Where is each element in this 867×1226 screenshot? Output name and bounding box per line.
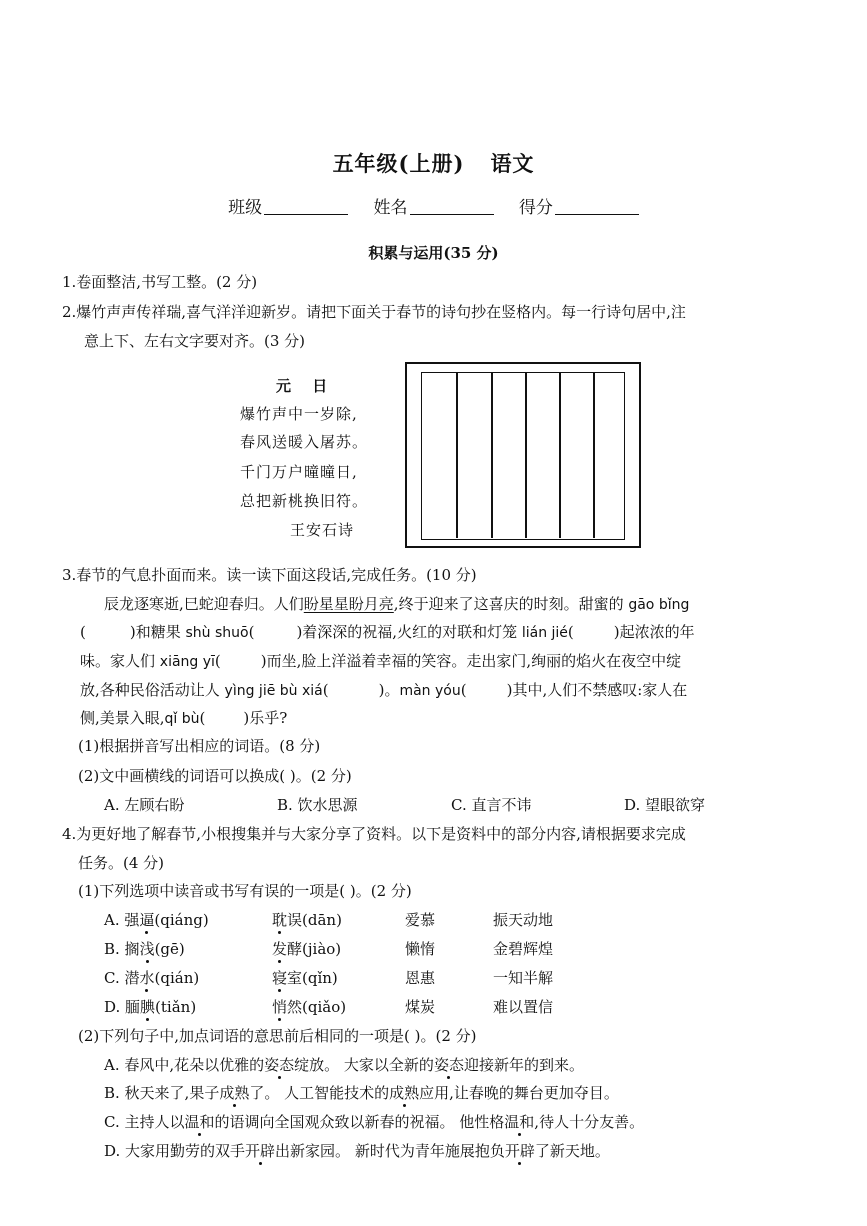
bracket: ( bbox=[199, 709, 206, 727]
class-field bbox=[228, 193, 348, 218]
sentence-text: A. 春风中,花朵以优雅的 bbox=[104, 1056, 265, 1074]
dotted-word: 成熟 bbox=[219, 1084, 250, 1102]
q3-passage-line-1 bbox=[104, 594, 689, 615]
q4-row-d[interactable] bbox=[104, 997, 196, 1017]
subject-title: 语文 bbox=[490, 151, 535, 176]
class-label: 班级 bbox=[228, 198, 263, 218]
score-field bbox=[519, 193, 639, 218]
sentence-text: 了新天地。 bbox=[534, 1142, 610, 1160]
word: C. 潜 bbox=[104, 969, 140, 987]
dotted-char: 悄 bbox=[272, 998, 288, 1016]
dotted-word: 姿态 bbox=[264, 1056, 295, 1074]
passage-text: )和糖果 bbox=[129, 623, 186, 641]
sentence-text: D. 大家用勤劳的双手 bbox=[104, 1142, 246, 1160]
pinyin: qǐ bù bbox=[164, 711, 200, 727]
word: 然(qiǎo) bbox=[287, 998, 347, 1016]
q4-row-a-word-4: 振天动地 bbox=[493, 911, 554, 929]
dotted-char: 水 bbox=[139, 969, 155, 987]
passage-text: ,终于迎来了这喜庆的时刻。甜蜜的 bbox=[393, 595, 629, 613]
dotted-char: 发 bbox=[272, 940, 288, 958]
dotted-word: 温和 bbox=[504, 1113, 535, 1131]
underlined-phrase: 盼星星盼月亮 bbox=[303, 595, 394, 613]
word: D. 腼 bbox=[104, 998, 141, 1016]
pinyin: màn yóu bbox=[399, 683, 461, 699]
pinyin: (qiáng) bbox=[154, 911, 209, 929]
dotted-char: 寝 bbox=[272, 969, 288, 987]
q4-option-d[interactable] bbox=[104, 1141, 610, 1161]
q4-row-d-word-3: 煤炭 bbox=[405, 998, 436, 1016]
poem-line-4: 总把新桃换旧符。 bbox=[240, 492, 369, 510]
question-2-line-1: 2.爆竹声声传祥瑞,喜气洋洋迎新岁。请把下面关于春节的诗句抄在竖格内。每一行诗句居中,注 bbox=[62, 303, 686, 321]
q3-passage-line-4 bbox=[80, 680, 687, 701]
writing-grid[interactable] bbox=[405, 362, 641, 548]
bracket: ( bbox=[214, 652, 221, 670]
q3-option-c[interactable]: C. 直言不讳 bbox=[451, 796, 532, 814]
q3-option-a[interactable]: A. 左顾右盼 bbox=[104, 796, 185, 814]
grid-divider bbox=[525, 372, 527, 538]
dotted-char: 腆 bbox=[140, 998, 156, 1016]
grade-title: 五年级(上册) bbox=[332, 151, 465, 176]
question-1: 1.卷面整洁,书写工整。(2 分) bbox=[62, 273, 258, 291]
q4-sub-1[interactable]: (1)下列选项中读音或书写有误的一项是( )。(2 分) bbox=[78, 882, 412, 900]
pinyin: shù shuō bbox=[185, 625, 249, 641]
name-blank[interactable] bbox=[410, 214, 494, 215]
q3-sub-2[interactable]: (2)文中画横线的词语可以换成( )。(2 分) bbox=[78, 767, 352, 785]
poem-line-2: 春风送暖入屠苏。 bbox=[240, 433, 369, 451]
passage-text: )而坐,脸上洋溢着幸福的笑容。走出家门,绚丽的焰火在夜空中绽 bbox=[260, 652, 682, 670]
question-3-stem: 3.春节的气息扑面而来。读一读下面这段话,完成任务。(10 分) bbox=[62, 566, 477, 584]
q3-passage-line-5 bbox=[80, 708, 287, 729]
q4-row-a-word-2 bbox=[272, 910, 342, 930]
pinyin: lián jié bbox=[521, 625, 568, 641]
poem-title: 元 日 bbox=[276, 377, 336, 395]
passage-text: 辰龙逐寒逝,巳蛇迎春归。人们 bbox=[104, 595, 304, 613]
q4-row-b[interactable] bbox=[104, 939, 185, 959]
q3-sub-1: (1)根据拼音写出相应的词语。(8 分) bbox=[78, 737, 321, 755]
q4-row-a-word-3: 爱慕 bbox=[405, 911, 436, 929]
passage-text: )乐乎? bbox=[243, 709, 288, 727]
score-label: 得分 bbox=[518, 198, 553, 218]
pinyin: xiāng yī bbox=[159, 654, 215, 670]
q4-row-c-word-3: 恩惠 bbox=[405, 969, 436, 987]
q3-passage-line-2 bbox=[80, 622, 695, 643]
poem-author: 王安石诗 bbox=[290, 521, 355, 539]
q4-option-a[interactable] bbox=[104, 1055, 584, 1075]
poem-line-3: 千门万户曈曈日, bbox=[240, 463, 358, 481]
passage-text: 味。家人们 bbox=[80, 652, 160, 670]
bracket: ( bbox=[460, 681, 467, 699]
grid-divider bbox=[491, 372, 493, 538]
q4-option-b[interactable] bbox=[104, 1083, 619, 1103]
class-blank[interactable] bbox=[264, 214, 348, 215]
pinyin: (tiǎn) bbox=[155, 998, 197, 1016]
sentence-text: B. 秋天来了,果子 bbox=[104, 1084, 220, 1102]
grid-divider bbox=[456, 372, 458, 538]
question-4-line-2: 任务。(4 分) bbox=[78, 854, 165, 872]
q4-row-c-word-2 bbox=[272, 968, 338, 988]
name-field bbox=[374, 193, 494, 218]
dotted-word: 姿态 bbox=[433, 1056, 464, 1074]
poem-line-1: 爆竹声中一岁除, bbox=[240, 405, 358, 423]
word: 误(dān) bbox=[287, 911, 342, 929]
pinyin: (qián) bbox=[154, 969, 200, 987]
grid-divider bbox=[559, 372, 561, 538]
grid-divider bbox=[593, 372, 595, 538]
sentence-text: 应用,让春晚的舞台更加夺目。 bbox=[419, 1084, 619, 1102]
dotted-word: 开辟 bbox=[504, 1142, 535, 1160]
name-label: 姓名 bbox=[373, 198, 408, 218]
q4-row-c-word-4: 一知半解 bbox=[493, 969, 554, 987]
q3-option-b[interactable]: B. 饮水思源 bbox=[277, 796, 358, 814]
sentence-text: C. 主持人以 bbox=[104, 1113, 185, 1131]
dotted-word: 开辟 bbox=[245, 1142, 276, 1160]
sentence-text: ,待人十分友善。 bbox=[534, 1113, 645, 1131]
section-title: 积累与运用(35 分) bbox=[368, 244, 499, 262]
question-2-line-2: 意上下、左右文字要对齐。(3 分) bbox=[84, 332, 306, 350]
passage-text: )其中,人们不禁感叹:家人在 bbox=[506, 681, 688, 699]
passage-text: )起浓浓的年 bbox=[613, 623, 695, 641]
q4-option-c[interactable] bbox=[104, 1112, 644, 1132]
sentence-text: 绽放。 大家以全新的 bbox=[294, 1056, 434, 1074]
sentence-text: 迎接新年的到来。 bbox=[463, 1056, 584, 1074]
dotted-char: 浅 bbox=[139, 940, 155, 958]
passage-text: )。 bbox=[378, 681, 400, 699]
dotted-word: 成熟 bbox=[389, 1084, 420, 1102]
dotted-word: 温和 bbox=[184, 1113, 215, 1131]
sentence-text: 的语调向全国观众致以新春的祝福。 他性格 bbox=[214, 1113, 505, 1131]
student-info bbox=[0, 193, 867, 218]
word: 室(qǐn) bbox=[287, 969, 338, 987]
page-title bbox=[0, 148, 867, 178]
word: 酵(jiào) bbox=[287, 940, 342, 958]
bracket: ( bbox=[248, 623, 255, 641]
pinyin: yìng jiē bù xiá bbox=[224, 683, 323, 699]
bracket: ( bbox=[567, 623, 574, 641]
q3-option-d[interactable]: D. 望眼欲穿 bbox=[624, 796, 706, 814]
pinyin: (gē) bbox=[154, 940, 185, 958]
q4-row-b-word-3: 懒惰 bbox=[405, 940, 436, 958]
bracket: ( bbox=[322, 681, 329, 699]
q4-row-d-word-2 bbox=[272, 997, 346, 1017]
passage-text: )着深深的祝福,火红的对联和灯笼 bbox=[296, 623, 522, 641]
word: B. 搁 bbox=[104, 940, 140, 958]
q4-sub-2[interactable]: (2)下列句子中,加点词语的意思前后相同的一项是( )。(2 分) bbox=[78, 1027, 477, 1045]
question-4-line-1: 4.为更好地了解春节,小根搜集并与大家分享了资料。以下是资料中的部分内容,请根据要求完成 bbox=[62, 825, 686, 843]
q4-row-b-word-4: 金碧辉煌 bbox=[493, 940, 554, 958]
q4-row-c[interactable] bbox=[104, 968, 199, 988]
sentence-text: 出新家园。 新时代为青年施展抱负 bbox=[275, 1142, 505, 1160]
q3-passage-line-3 bbox=[80, 651, 681, 672]
pinyin: gāo bǐng bbox=[628, 597, 690, 613]
score-blank[interactable] bbox=[555, 214, 639, 215]
bracket: ( bbox=[80, 623, 86, 641]
sentence-text: 了。 人工智能技术的 bbox=[249, 1084, 390, 1102]
dotted-char: 耽 bbox=[272, 911, 288, 929]
word: A. 强 bbox=[104, 911, 140, 929]
dotted-char: 逼 bbox=[139, 911, 155, 929]
q4-row-b-word-2 bbox=[272, 939, 341, 959]
passage-text: 侧,美景入眼, bbox=[80, 709, 165, 727]
q4-row-d-word-4: 难以置信 bbox=[493, 998, 554, 1016]
q4-row-a[interactable] bbox=[104, 910, 209, 930]
passage-text: 放,各种民俗活动让人 bbox=[80, 681, 225, 699]
